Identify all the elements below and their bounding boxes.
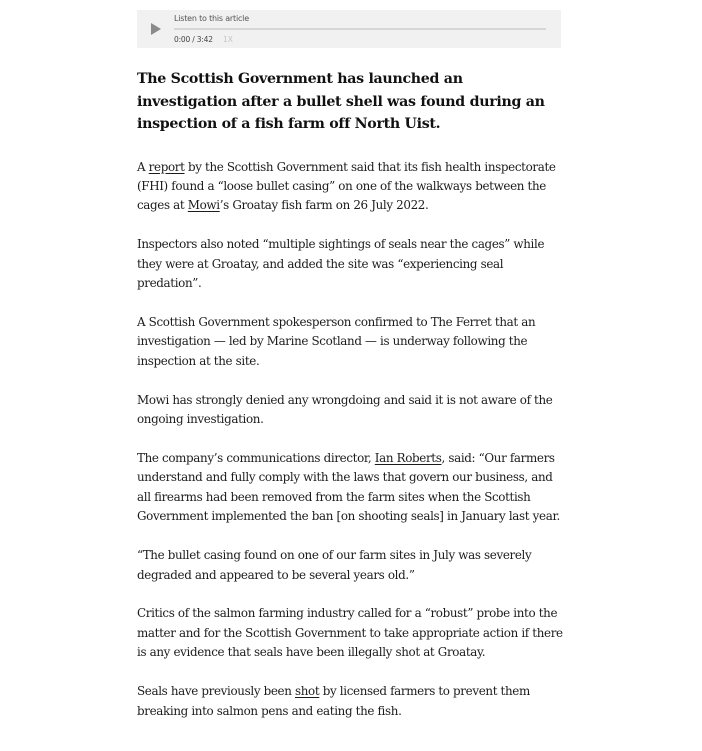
paragraph-text: ’s Groatay fish farm on 26 July 2022. bbox=[219, 198, 429, 213]
ian-roberts-link[interactable]: Ian Roberts bbox=[374, 450, 442, 465]
article-paragraph bbox=[137, 449, 563, 527]
paragraph-text: by the Scottish Government said that its fish health inspectorate (FHI) found a “loose bullet casing” on one of the walkways between the cages at bbox=[137, 159, 556, 213]
article-paragraph: Inspectors also noted “multiple sightings of seals near the cages” while they were at Groatay, and added the site was “experiencing seal predation”. bbox=[137, 237, 545, 291]
paragraph-text: A bbox=[137, 159, 149, 174]
article-paragraph bbox=[137, 682, 563, 721]
article-paragraph: “The bullet casing found on one of our farm sites in July was severely degraded and appeared to be several years old.” bbox=[137, 548, 532, 582]
article-paragraph: Critics of the salmon farming industry called for a “robust” probe into the matter and for the Scottish Government to take appropriate action if there is any evidence that seals have been illegally shot at Groatay. bbox=[137, 606, 563, 660]
audio-player-label: Listen to this article bbox=[174, 14, 249, 23]
paragraph-text: The company’s communications director, bbox=[137, 450, 375, 465]
paragraph-text: by licensed farmers to prevent them breaking into salmon pens and eating the fish. bbox=[137, 684, 530, 718]
paragraph-text: , said: “Our farmers understand and fully comply with the laws that govern our business, and all firearms had been removed from the farm sites when the Scottish Government implemented the ban [on shooting seals] in January last year. bbox=[137, 450, 560, 524]
audio-progress-bar[interactable] bbox=[174, 28, 546, 30]
article-paragraph bbox=[137, 158, 563, 216]
mowi-link[interactable]: Mowi bbox=[187, 198, 220, 213]
shot-link[interactable]: shot bbox=[294, 684, 320, 699]
article-paragraph: A Scottish Government spokesperson confirmed to The Ferret that an investigation — led by Marine Scotland — is underway following the inspection at the site. bbox=[137, 314, 536, 368]
playback-speed-button[interactable]: 1X bbox=[223, 35, 233, 44]
article-body bbox=[137, 68, 563, 740]
play-icon[interactable] bbox=[151, 23, 161, 35]
report-link[interactable]: report bbox=[148, 159, 185, 174]
article-paragraph: Mowi has strongly denied any wrongdoing and said it is not aware of the ongoing investigation. bbox=[137, 392, 553, 427]
audio-time: 0:00 / 3:42 bbox=[174, 35, 213, 44]
audio-player bbox=[137, 10, 561, 48]
article-lede: The Scottish Government has launched an investigation after a bullet shell was found during an inspection of a fish farm off North Uist. bbox=[137, 71, 545, 132]
paragraph-text: Seals have previously been bbox=[137, 684, 295, 699]
